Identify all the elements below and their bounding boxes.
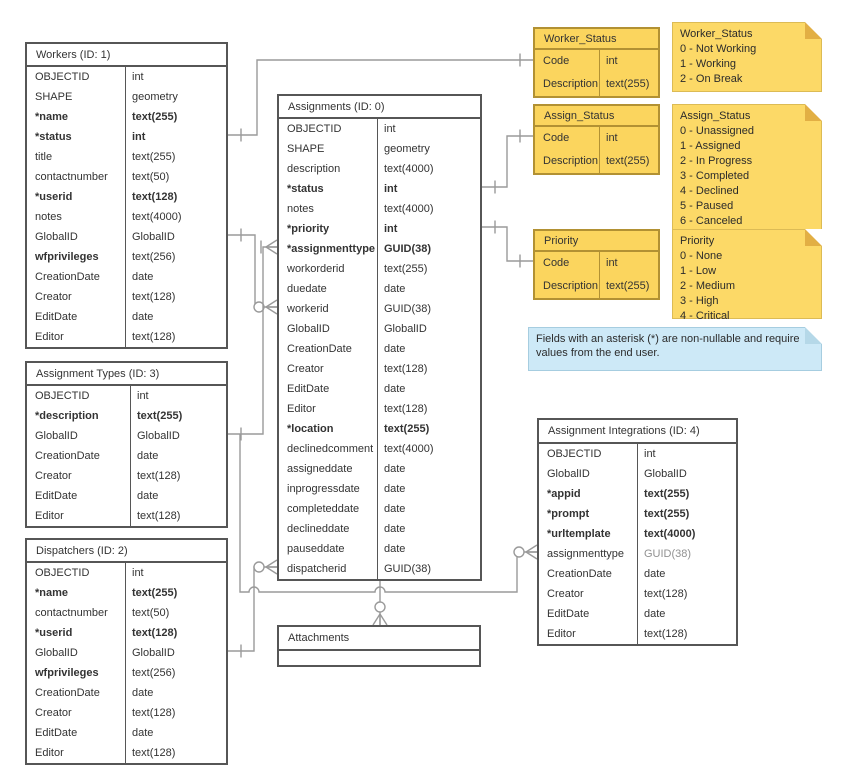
field-type: int (644, 448, 656, 460)
field-row-assign-status (535, 127, 658, 150)
field-name: GlobalID (35, 430, 78, 442)
field-type: date (384, 523, 406, 535)
field-type: GUID(38) (644, 548, 692, 560)
field-name: *appid (547, 488, 581, 500)
field-name: Creator (287, 363, 324, 375)
field-row-assignments (279, 179, 480, 199)
field-name: *userid (35, 191, 73, 203)
field-name: notes (287, 203, 314, 215)
field-row-assignment-types (27, 486, 226, 506)
field-type: text(255) (606, 280, 650, 292)
field-name: SHAPE (35, 91, 73, 103)
field-row-workers (27, 67, 226, 87)
field-row-workers (27, 167, 226, 187)
table-title-assignments: Assignments (ID: 0) (279, 96, 480, 119)
field-name: description (287, 163, 341, 175)
field-row-dispatchers (27, 563, 226, 583)
field-row-workers (27, 147, 226, 167)
field-row-workers (27, 207, 226, 227)
field-row-worker-status (535, 73, 658, 96)
field-name: Editor (35, 510, 64, 522)
table-title-assign-status: Assign_Status (535, 106, 658, 127)
field-type: int (606, 257, 618, 269)
field-row-assignments (279, 139, 480, 159)
field-name: declinedcomment (287, 443, 374, 455)
field-name: Editor (35, 747, 64, 759)
field-type: text(256) (132, 667, 176, 679)
table-assignment-types[interactable] (25, 361, 228, 528)
field-row-assignments (279, 279, 480, 299)
note-line: 3 - Completed (680, 170, 750, 182)
field-row-assignments (279, 219, 480, 239)
field-name: Editor (35, 331, 64, 343)
note-assign-status-legend[interactable] (672, 104, 822, 240)
field-type: geometry (384, 143, 430, 155)
field-type: date (384, 503, 406, 515)
field-row-worker-status (535, 50, 658, 73)
field-row-workers (27, 187, 226, 207)
field-row-priority (535, 275, 658, 298)
field-type: text(255) (644, 508, 690, 520)
table-dispatchers[interactable] (25, 538, 228, 765)
connector-assignments-priority--priority-code (482, 221, 533, 268)
field-row-assignment-types (27, 466, 226, 486)
field-name: declineddate (287, 523, 350, 535)
field-name: Editor (287, 403, 316, 415)
table-title-attachments: Attachments (279, 627, 479, 651)
field-row-priority (535, 252, 658, 275)
column-divider (130, 386, 131, 526)
field-rows (279, 651, 479, 665)
note-line: 5 - Paused (680, 200, 734, 212)
column-divider (599, 127, 600, 173)
field-type: text(255) (384, 423, 430, 435)
table-assignment-integrations[interactable] (537, 418, 738, 646)
note-asterisk-info[interactable] (528, 327, 822, 371)
field-name: CreationDate (35, 271, 100, 283)
field-type: text(4000) (384, 203, 434, 215)
field-type: int (132, 567, 144, 579)
field-name: *location (287, 423, 334, 435)
note-worker-status-legend[interactable] (672, 22, 822, 92)
field-type: text(128) (384, 403, 428, 415)
field-name: wfprivileges (35, 251, 99, 263)
field-row-dispatchers (27, 603, 226, 623)
field-row-assignments (279, 319, 480, 339)
table-title-dispatchers: Dispatchers (ID: 2) (27, 540, 226, 563)
field-row-assignments (279, 339, 480, 359)
field-name: notes (35, 211, 62, 223)
table-title-assignment-types: Assignment Types (ID: 3) (27, 363, 226, 386)
note-line: Priority (680, 235, 715, 247)
field-type: text(256) (132, 251, 176, 263)
field-name: OBJECTID (35, 71, 90, 83)
field-type: text(255) (132, 151, 176, 163)
connector-types-globalid--assignments-assignmenttype (228, 240, 277, 441)
field-name: OBJECTID (287, 123, 342, 135)
note-line: 0 - None (680, 250, 723, 262)
field-name: Code (543, 55, 570, 67)
field-type: date (132, 727, 154, 739)
field-row-workers (27, 87, 226, 107)
field-type: date (137, 490, 159, 502)
note-line: Fields with an asterisk (*) are non-nullable and require values from the end user. (536, 333, 800, 359)
field-name: EditDate (547, 608, 590, 620)
table-workers[interactable] (25, 42, 228, 349)
field-name: contactnumber (35, 607, 108, 619)
field-name: *assignmenttype (287, 243, 376, 255)
field-name: *description (35, 410, 99, 422)
field-type: date (384, 463, 406, 475)
field-row-workers (27, 127, 226, 147)
field-row-dispatchers (27, 643, 226, 663)
field-rows (27, 67, 226, 347)
field-row-dispatchers (27, 583, 226, 603)
connector-assignments-status--assign-status-code (482, 130, 533, 194)
field-type: date (384, 383, 406, 395)
field-name: *status (287, 183, 324, 195)
field-name: GlobalID (287, 323, 330, 335)
field-row-assignments (279, 239, 480, 259)
field-type: text(50) (132, 171, 170, 183)
field-row-assignments (279, 399, 480, 419)
note-line: 4 - Declined (680, 185, 739, 197)
field-type: int (384, 223, 398, 235)
field-name: inprogressdate (287, 483, 360, 495)
field-name: completeddate (287, 503, 360, 515)
field-row-assignment-types (27, 426, 226, 446)
field-row-assignments (279, 559, 480, 579)
field-name: Code (543, 132, 570, 144)
field-row-workers (27, 107, 226, 127)
field-type: geometry (132, 91, 178, 103)
field-row-assignments (279, 359, 480, 379)
field-name: EditDate (35, 311, 78, 323)
column-divider (599, 50, 600, 96)
field-name: Creator (547, 588, 584, 600)
field-row-assignments (279, 419, 480, 439)
field-type: GlobalID (644, 468, 687, 480)
field-row-assignment-types (27, 406, 226, 426)
field-name: *name (35, 111, 69, 123)
field-name: dispatcherid (287, 563, 347, 575)
field-name: workorderid (287, 263, 345, 275)
field-type: text(128) (132, 291, 176, 303)
field-name: *prompt (547, 508, 590, 520)
table-attachments[interactable] (277, 625, 481, 667)
table-assignments[interactable] (277, 94, 482, 581)
field-name: workerid (287, 303, 329, 315)
field-name: CreationDate (287, 343, 352, 355)
field-row-dispatchers (27, 623, 226, 643)
field-type: text(128) (132, 707, 176, 719)
field-name: *priority (287, 223, 330, 235)
field-row-dispatchers (27, 703, 226, 723)
field-type: GlobalID (384, 323, 427, 335)
field-type: text(128) (137, 470, 181, 482)
field-type: text(128) (132, 627, 178, 639)
field-row-assignments (279, 159, 480, 179)
field-type: int (606, 132, 618, 144)
field-row-assignments (279, 119, 480, 139)
field-type: GUID(38) (384, 243, 432, 255)
field-type: GUID(38) (384, 303, 432, 315)
column-divider (125, 67, 126, 347)
field-row-workers (27, 307, 226, 327)
field-rows (535, 127, 658, 173)
field-name: EditDate (287, 383, 330, 395)
field-type: text(128) (132, 331, 176, 343)
field-row-assignments (279, 539, 480, 559)
field-name: *urltemplate (547, 528, 611, 540)
note-line: 0 - Not Working (680, 43, 757, 55)
field-name: OBJECTID (35, 567, 90, 579)
field-row-workers (27, 247, 226, 267)
field-type: text(4000) (132, 211, 182, 223)
field-type: text(128) (132, 191, 178, 203)
field-row-assignments (279, 199, 480, 219)
note-line: 3 - High (680, 295, 719, 307)
field-type: text(128) (644, 628, 688, 640)
field-rows (27, 386, 226, 526)
field-row-workers (27, 267, 226, 287)
field-name: GlobalID (35, 231, 78, 243)
field-name: CreationDate (35, 687, 100, 699)
field-name: GlobalID (547, 468, 590, 480)
field-name: Description (543, 155, 599, 167)
field-name: Description (543, 280, 599, 292)
field-row-workers (27, 287, 226, 307)
field-type: GUID(38) (384, 563, 432, 575)
field-type: date (132, 311, 154, 323)
field-type: text(50) (132, 607, 170, 619)
field-type: text(128) (644, 588, 688, 600)
field-type: GlobalID (132, 647, 175, 659)
field-row-assignments (279, 479, 480, 499)
field-type: int (137, 390, 149, 402)
field-rows (279, 119, 480, 579)
table-title-workers: Workers (ID: 1) (27, 44, 226, 67)
field-name: Creator (35, 470, 72, 482)
field-name: OBJECTID (35, 390, 90, 402)
field-row-assignments (279, 439, 480, 459)
field-type: date (384, 343, 406, 355)
field-type: date (137, 450, 159, 462)
field-type: text(255) (384, 263, 428, 275)
field-row-dispatchers (27, 743, 226, 763)
table-title-worker-status: Worker_Status (535, 29, 658, 50)
field-row-assignment-types (27, 506, 226, 526)
field-type: text(255) (644, 488, 690, 500)
field-name: *userid (35, 627, 73, 639)
field-rows (27, 563, 226, 763)
note-priority-legend[interactable] (672, 229, 822, 322)
note-line: 0 - Unassigned (680, 125, 754, 137)
field-type: int (384, 183, 398, 195)
field-name: Code (543, 257, 570, 269)
note-line: 1 - Assigned (680, 140, 741, 152)
field-name: OBJECTID (547, 448, 602, 460)
field-name: assignmenttype (547, 548, 625, 560)
field-name: CreationDate (35, 450, 100, 462)
field-row-assignment-types (27, 386, 226, 406)
field-type: int (132, 71, 144, 83)
field-row-dispatchers (27, 723, 226, 743)
table-title-assignment-integrations: Assignment Integrations (ID: 4) (539, 420, 736, 444)
field-name: GlobalID (35, 647, 78, 659)
field-type: date (384, 483, 406, 495)
field-row-dispatchers (27, 683, 226, 703)
field-name: *status (35, 131, 72, 143)
field-type: date (132, 687, 154, 699)
field-row-assignments (279, 379, 480, 399)
field-name: Description (543, 78, 599, 90)
field-row-assignments (279, 519, 480, 539)
field-type: text(4000) (384, 163, 434, 175)
field-type: GlobalID (137, 430, 180, 442)
table-worker-status[interactable] (533, 27, 660, 98)
field-type: text(128) (384, 363, 428, 375)
field-type: GlobalID (132, 231, 175, 243)
field-type: text(255) (132, 587, 178, 599)
field-type: date (644, 608, 666, 620)
field-type: text(255) (132, 111, 178, 123)
field-type: text(255) (606, 155, 650, 167)
note-line: 1 - Low (680, 265, 717, 277)
field-type: int (384, 123, 396, 135)
field-name: *name (35, 587, 69, 599)
field-name: title (35, 151, 53, 163)
column-divider (599, 252, 600, 298)
table-title-priority: Priority (535, 231, 658, 252)
connector-dispatchers-globalid--assignments-dispatcherid (228, 560, 277, 658)
field-type: text(128) (137, 510, 181, 522)
field-row-workers (27, 327, 226, 347)
field-type: text(255) (606, 78, 650, 90)
note-line: 1 - Working (680, 58, 737, 70)
field-type: date (644, 568, 666, 580)
connector-workers-globalid--assignments-workerid (228, 229, 277, 315)
field-type: text(4000) (644, 528, 696, 540)
column-divider (637, 444, 638, 644)
note-line: 4 - Critical (680, 310, 730, 322)
field-name: duedate (287, 283, 327, 295)
field-rows (535, 252, 658, 298)
field-type: text(128) (132, 747, 176, 759)
note-line: 2 - Medium (680, 280, 736, 292)
field-row-assignments (279, 499, 480, 519)
field-name: EditDate (35, 727, 78, 739)
field-row-workers (27, 227, 226, 247)
connector-assignments--attachments (373, 577, 387, 625)
field-row-dispatchers (27, 663, 226, 683)
field-name: assigneddate (287, 463, 353, 475)
field-row-assignments (279, 259, 480, 279)
field-row-assign-status (535, 150, 658, 173)
field-name: pauseddate (287, 543, 345, 555)
field-name: contactnumber (35, 171, 108, 183)
field-type: text(255) (137, 410, 183, 422)
field-row-assignments (279, 459, 480, 479)
field-rows (539, 444, 736, 644)
note-line: Assign_Status (680, 110, 751, 122)
field-name: Creator (35, 707, 72, 719)
note-line: Worker_Status (680, 28, 753, 40)
table-assign-status[interactable] (533, 104, 660, 175)
field-name: SHAPE (287, 143, 325, 155)
column-divider (377, 119, 378, 579)
field-type: text(4000) (384, 443, 434, 455)
field-row-assignments (279, 299, 480, 319)
note-line: 6 - Canceled (680, 215, 743, 227)
field-type: int (132, 131, 146, 143)
column-divider (125, 563, 126, 763)
field-type: int (606, 55, 618, 67)
field-type: date (384, 543, 406, 555)
field-name: EditDate (35, 490, 78, 502)
field-row-assignment-types (27, 446, 226, 466)
field-name: CreationDate (547, 568, 612, 580)
field-name: wfprivileges (35, 667, 99, 679)
field-name: Editor (547, 628, 576, 640)
field-type: date (384, 283, 406, 295)
table-priority[interactable] (533, 229, 660, 300)
field-type: date (132, 271, 154, 283)
field-rows (535, 50, 658, 96)
field-name: Creator (35, 291, 72, 303)
note-line: 2 - In Progress (680, 155, 753, 167)
note-line: 2 - On Break (680, 73, 743, 85)
